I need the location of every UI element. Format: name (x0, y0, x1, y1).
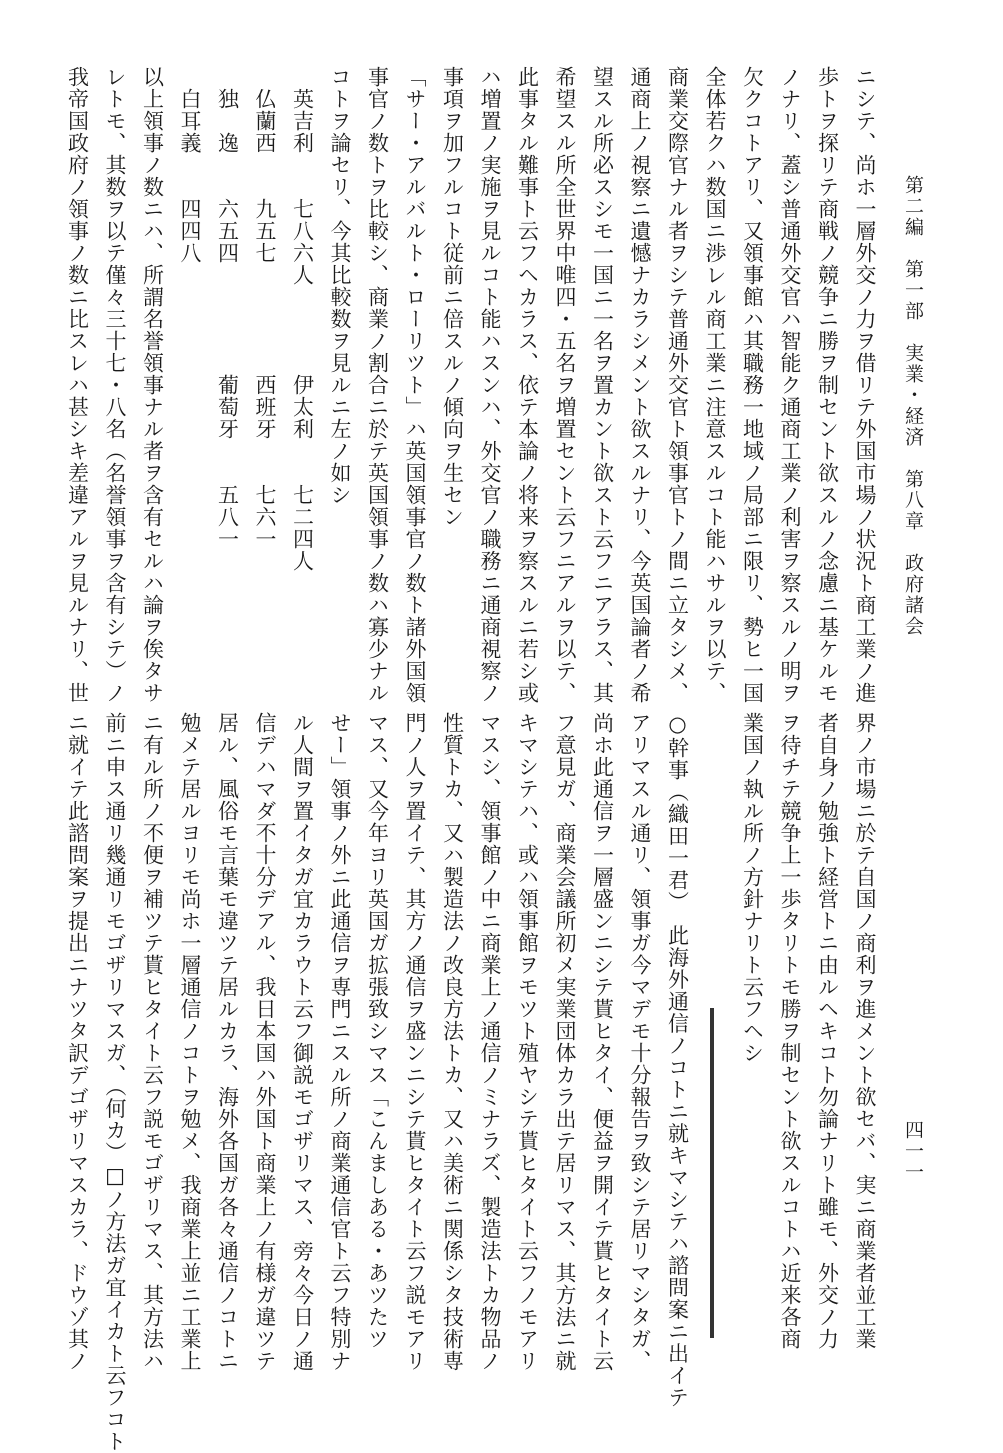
text-column: マス、又今年ヨリ英国ガ拡張致シマス「こんましある・あツたツ (365, 712, 390, 1350)
text-column: 事官ノ数トヲ比較シ、商業ノ割合ニ於テ英国領事ノ数ハ寡少ナル (365, 66, 390, 704)
page-number: 四一一 (902, 1120, 924, 1183)
text-column: コトヲ論セリ、今其比較数ヲ見ルニ左ノ如シ (328, 66, 352, 506)
text-column: ハ増置ノ実施ヲ見ルコト能ハスンハ、外交官ノ職務ニ通商視察ノ (478, 66, 502, 704)
text-column: ノナリ、蓋シ普通外交官ハ智能ク通商工業ノ利害ヲ察スルノ明ヲ (778, 66, 802, 704)
text-column: フ意見ガ、商業会議所初メ実業団体カラ出テ居リマス、其方法ニ就 (553, 712, 577, 1372)
text-column: せー」領事ノ外ニ此通信ヲ専門ニスル所ノ商業通信官ト云フ特別ナ (328, 712, 352, 1372)
text-column: 商業交際官ナル者ヲシテ普通外交官ト領事官トノ間ニ立タシメ、 (665, 66, 690, 704)
text-column: 此事タル難事ト云フヘカラス、依テ本論ノ将来ヲ察スルニ若シ或 (515, 66, 540, 704)
section-divider (710, 1008, 714, 1338)
text-column: 欠クコトアリ、又領事館ハ其職務一地域ノ局部ニ限リ、勢ヒ一国 (740, 66, 765, 704)
text-column: 業国ノ執ル所ノ方針ナリト云フヘシ (740, 712, 765, 1064)
text-column: ○幹事（織田一君） 此海外通信ノコトニ就キマシテハ諮問案ニ出イテ (665, 712, 690, 1409)
text-column: レトモ、其数ヲ以テ僅々三十七・八名（名誉領事ヲ含有シテ）ノ (103, 66, 127, 704)
text-column: 歩トヲ探リテ商戦ノ競争ニ勝ヲ制セント欲スルノ念慮ニ基ケルモ (815, 66, 840, 704)
text-column: 仏蘭西 九五七 西班牙 七六一 (253, 66, 277, 550)
text-column: ニ有ル所ノ不便ヲ補ツテ貰ヒタイト云フ説モゴザリマス、其方法ハ (140, 712, 165, 1372)
text-column: 界ノ市場ニ於テ自国ノ商利ヲ進メント欲セバ、実ニ商業者並工業 (853, 712, 877, 1350)
text-column: 尚ホ此通信ヲ一層盛ンニシテ貰ヒタイ、便益ヲ開イテ貰ヒタイト云 (590, 712, 615, 1372)
text-column: ル人間ヲ置イタガ宜カラウト云フ御説モゴザリマス、旁々今日ノ通 (290, 712, 315, 1372)
text-column: アリマスル通リ、領事ガ今マデモ十分報告ヲ致シテ居リマシタガ、 (628, 712, 652, 1372)
text-column: 以上領事ノ数ニハ、所謂名誉領事ナル者ヲ含有セルハ論ヲ俟タサ (140, 66, 165, 704)
running-header: 第二編 第一部 実業・経済 第八章 政府諸会 (902, 175, 924, 637)
text-column: 全体若クハ数国ニ渉レル商工業ニ注意スルコト能ハサルヲ以テ、 (703, 66, 727, 704)
text-column: 希望スル所全世界中唯四・五名ヲ増置セント云フニアルヲ以テ、 (553, 66, 577, 704)
text-column: 者自身ノ勉強ト経営トニ由ルヘキコト勿論ナリト雖モ、外交ノ力 (815, 712, 840, 1350)
text-column: 信デハマダ不十分デアル、我日本国ハ外国ト商業上ノ有様ガ違ツテ (253, 712, 277, 1372)
text-column: 居ル、風俗モ言葉モ違ツテ居ルカラ、海外各国ガ各々通信ノコトニ (215, 712, 240, 1372)
text-column: 事項ヲ加フルコト従前ニ倍スルノ傾向ヲ生セン (440, 66, 465, 528)
text-column: ニ就イテ此諮問案ヲ提出ニナツタ訳デゴザリマスカラ、ドウゾ其ノ (65, 712, 90, 1372)
text-column: 望スル所必スシモ一国ニ一名ヲ置カント欲スト云フニアラス、其 (590, 66, 615, 704)
text-column: マスシ、領事館ノ中ニ商業上ノ通信ノミナラズ、製造法トカ物品ノ (478, 712, 502, 1372)
text-column: 英吉利 七八六人 伊太利 七二四人 (290, 66, 315, 572)
text-column: 勉メテ居ルヨリモ尚ホ一層通信ノコトヲ勉メ、我商業上並ニ工業上 (178, 712, 202, 1372)
text-column: 通商上ノ視察ニ遺憾ナカラシメント欲スルナリ、今英国論者ノ希 (628, 66, 652, 704)
text-column: 性質トカ、又ハ製造法ノ改良方法トカ、又ハ美術ニ関係シタ技術専 (440, 712, 465, 1372)
text-column: 「サー・アルバルト・ローリツト」ハ英国領事官ノ数ト諸外国領 (403, 66, 427, 704)
text-column: 独 逸 六五四 葡萄牙 五八一 (215, 66, 240, 550)
text-column: キマシテハ、或ハ領事館ヲモツト殖ヤシテ貰ヒタイト云フノモアリ (515, 712, 540, 1372)
text-column: 門ノ人ヲ置イテ、其方ノ通信ヲ盛ンニシテ貰ヒタイト云フ説モアリ (403, 712, 427, 1372)
text-column: 白耳義 四四八 (178, 66, 202, 264)
text-column: 我帝国政府ノ領事ノ数ニ比スレハ甚シキ差違アルヲ見ルナリ、世 (65, 66, 90, 704)
text-column: ニシテ、尚ホ一層外交ノ力ヲ借リテ外国市場ノ状況ト商工業ノ進 (853, 66, 877, 704)
text-column: ヲ待チテ競争上一歩タリトモ勝ヲ制セント欲スルコトハ近来各商 (778, 712, 802, 1350)
text-column: 前ニ申ス通リ幾通リモゴザリマスガ、（何カ）□ノ方法ガ宜イカト云フコト (103, 712, 127, 1453)
